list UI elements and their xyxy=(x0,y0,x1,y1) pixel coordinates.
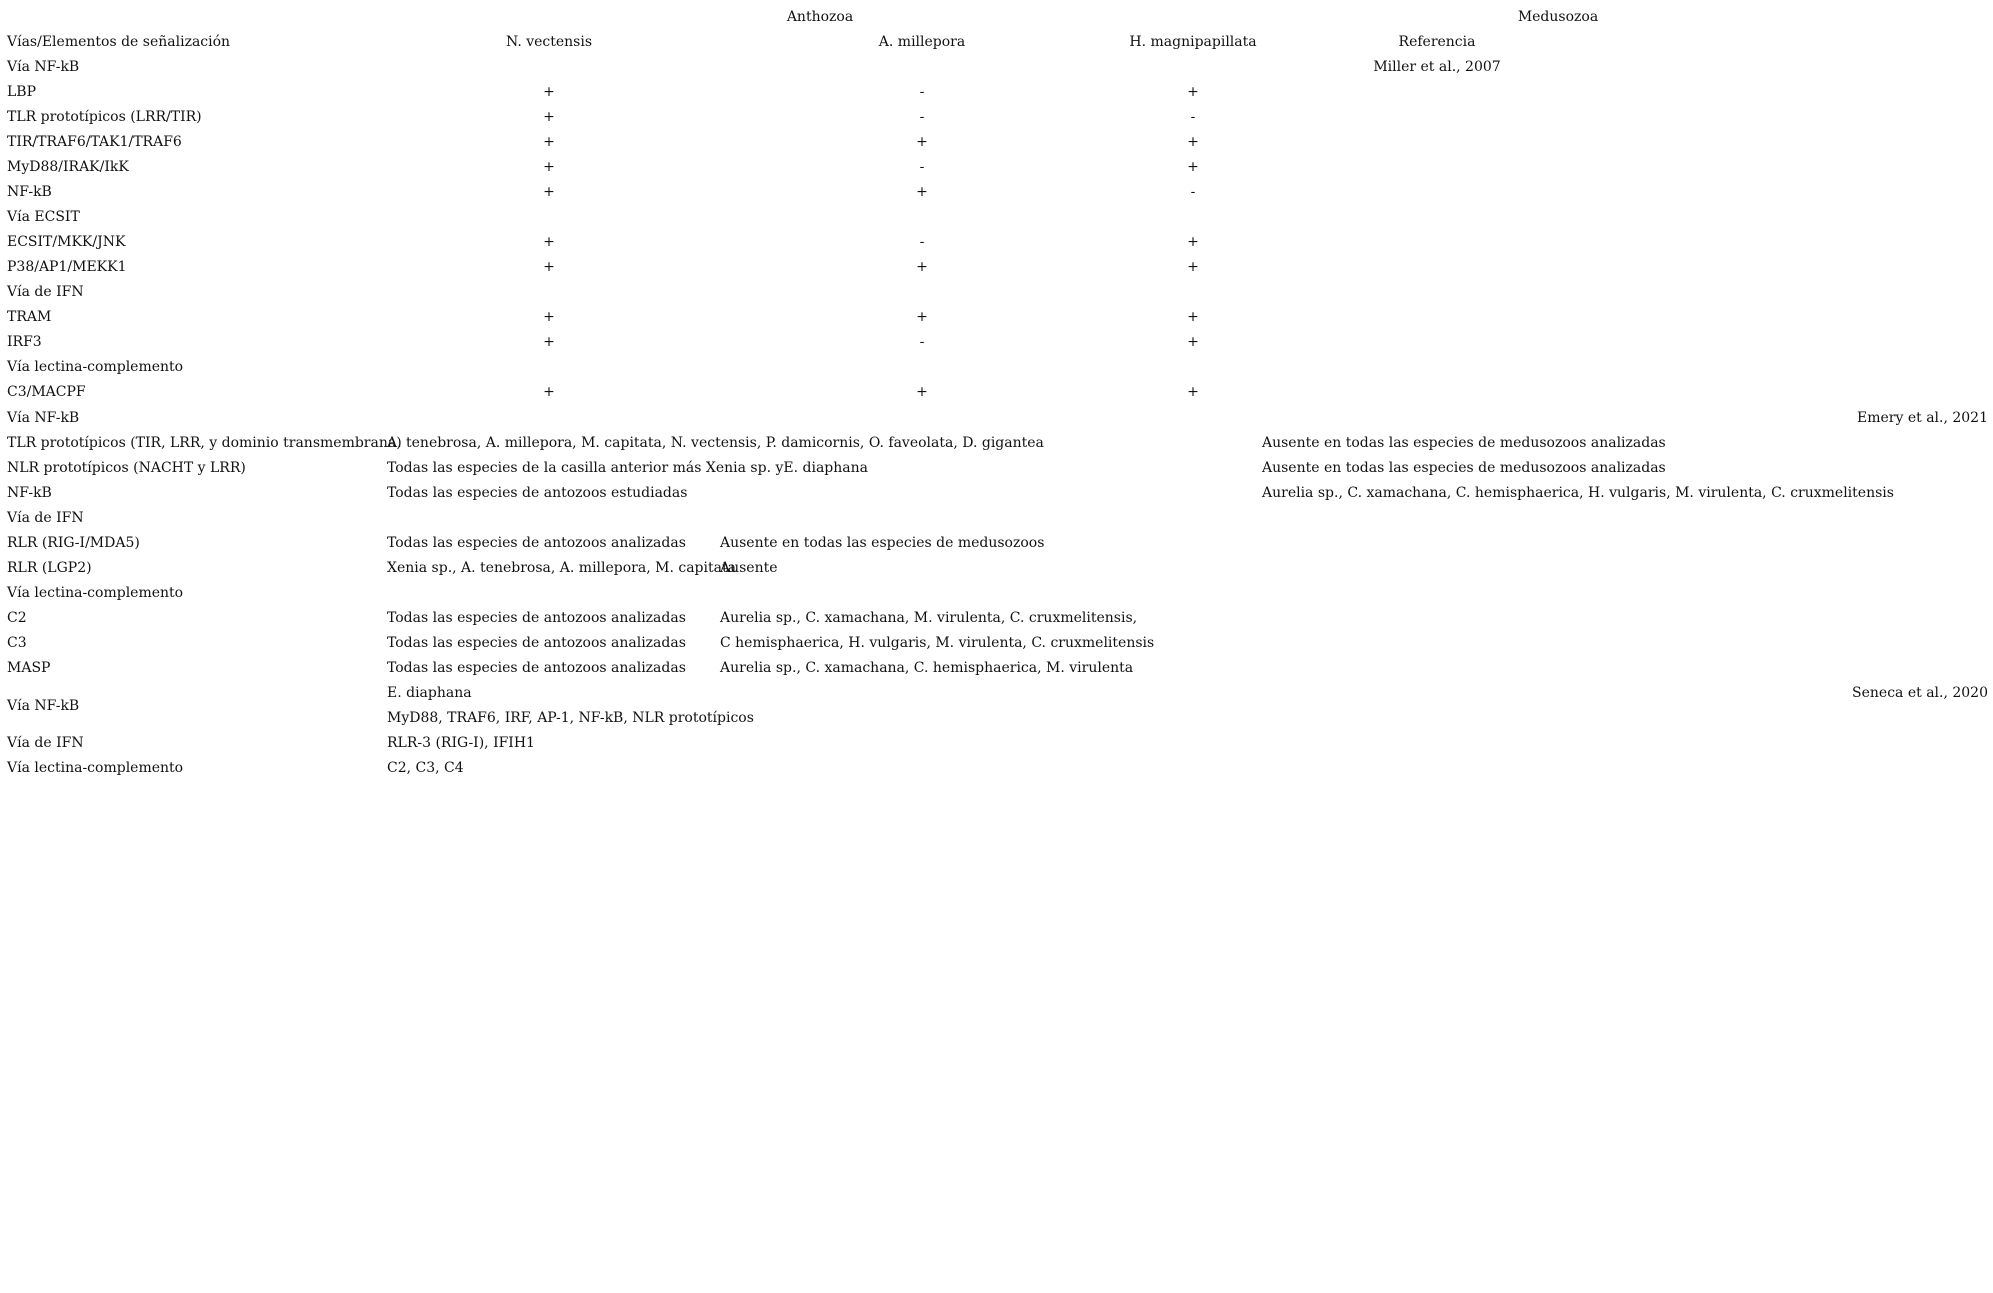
cell-medusozoa: Ausente en todas las especies de medusozoos analizadas xyxy=(1262,435,1666,451)
cell-h-magnipapillata: + xyxy=(1187,309,1199,325)
row-label: NF-kB xyxy=(7,485,52,501)
cell-anthozoa: Todas las especies de antozoos analizadas xyxy=(387,610,686,626)
cell-n-vectensis: + xyxy=(543,134,555,150)
cell-a-millepora: + xyxy=(916,384,928,400)
row-label: Vía de IFN xyxy=(7,735,84,751)
cell-a-millepora: + xyxy=(916,134,928,150)
cell-a-millepora: - xyxy=(919,109,925,125)
cell-elements: RLR-3 (RIG-I), IFIH1 xyxy=(387,735,535,751)
row-label: RLR (RIG-I/MDA5) xyxy=(7,535,140,551)
row-label: ECSIT/MKK/JNK xyxy=(7,234,126,250)
cell-a-millepora: + xyxy=(916,309,928,325)
row-label: LBP xyxy=(7,84,37,100)
cell-anthozoa: A. tenebrosa, A. millepora, M. capitata, N. vectensis, P. damicornis, O. faveolata, D. gigantea xyxy=(387,435,1044,451)
cell-medusozoa-detail: Ausente en todas las especies de medusozoos xyxy=(720,535,1045,551)
cell-n-vectensis: + xyxy=(543,384,555,400)
cell-n-vectensis: + xyxy=(543,109,555,125)
column-header-n-vectensis: N. vectensis xyxy=(505,34,593,50)
row-label: MyD88/IRAK/IkK xyxy=(7,159,129,175)
row-label: MASP xyxy=(7,660,51,676)
cell-anthozoa: Todas las especies de antozoos analizadas xyxy=(387,635,686,651)
column-header-pathways: Vías/Elementos de señalización xyxy=(7,34,231,50)
row-label: IRF3 xyxy=(7,334,42,350)
cell-a-millepora: - xyxy=(919,159,925,175)
cell-n-vectensis: + xyxy=(543,84,555,100)
row-label: TLR prototípicos (TIR, LRR, y dominio transmembrana) xyxy=(7,435,402,451)
row-label: Vía lectina-complemento xyxy=(7,760,184,776)
cell-anthozoa: Todas las especies de antozoos estudiadas xyxy=(387,485,688,501)
cell-medusozoa-detail: Aurelia sp., C. xamachana, C. hemisphaerica, M. virulenta xyxy=(720,660,1134,676)
row-label: TLR prototípicos (LRR/TIR) xyxy=(7,109,202,125)
reference-seneca: Seneca et al., 2020 xyxy=(1852,685,1988,701)
group-header-anthozoa: Anthozoa xyxy=(786,9,854,25)
row-label: C2 xyxy=(7,610,27,626)
column-header-a-millepora: A. millepora xyxy=(878,34,966,50)
row-label: Vía de IFN xyxy=(7,284,84,300)
cell-medusozoa: Aurelia sp., C. xamachana, C. hemisphaerica, H. vulgaris, M. virulenta, C. cruxmelitensis xyxy=(1262,485,1894,501)
cell-a-millepora: - xyxy=(919,234,925,250)
cell-h-magnipapillata: + xyxy=(1187,334,1199,350)
group-header-medusozoa: Medusozoa xyxy=(1517,9,1599,25)
cell-h-magnipapillata: + xyxy=(1187,384,1199,400)
cell-h-magnipapillata: + xyxy=(1187,159,1199,175)
row-label: Vía NF-kB xyxy=(7,410,80,426)
seneca-species: E. diaphana xyxy=(387,685,472,701)
cell-medusozoa-detail: Aurelia sp., C. xamachana, M. virulenta, C. cruxmelitensis, xyxy=(720,610,1138,626)
cell-a-millepora: + xyxy=(916,259,928,275)
cell-h-magnipapillata: - xyxy=(1190,109,1196,125)
cell-medusozoa: Ausente en todas las especies de medusozoos analizadas xyxy=(1262,460,1666,476)
column-header-h-magnipapillata: H. magnipapillata xyxy=(1129,34,1257,50)
row-label: TIR/TRAF6/TAK1/TRAF6 xyxy=(7,134,182,150)
cell-medusozoa-detail: Ausente xyxy=(720,560,778,576)
cell-a-millepora: - xyxy=(919,84,925,100)
row-label: Vía NF-kB xyxy=(7,59,80,75)
cell-a-millepora: - xyxy=(919,334,925,350)
cell-h-magnipapillata: + xyxy=(1187,134,1199,150)
cell-h-magnipapillata: + xyxy=(1187,84,1199,100)
cell-n-vectensis: + xyxy=(543,309,555,325)
reference-miller: Miller et al., 2007 xyxy=(1373,59,1501,75)
reference-emery: Emery et al., 2021 xyxy=(1857,410,1988,426)
row-label: Vía de IFN xyxy=(7,510,84,526)
cell-anthozoa: Xenia sp., A. tenebrosa, A. millepora, M. capitata xyxy=(387,560,736,576)
cell-h-magnipapillata: - xyxy=(1190,184,1196,200)
cell-anthozoa: Todas las especies de antozoos analizadas xyxy=(387,535,686,551)
row-label: C3 xyxy=(7,635,27,651)
cell-n-vectensis: + xyxy=(543,334,555,350)
cell-h-magnipapillata: + xyxy=(1187,259,1199,275)
row-label: Vía lectina-complemento xyxy=(7,359,184,375)
row-label: Vía NF-kB xyxy=(7,698,80,714)
row-label: Vía lectina-complemento xyxy=(7,585,184,601)
cell-n-vectensis: + xyxy=(543,234,555,250)
column-header-referencia: Referencia xyxy=(1398,34,1476,50)
cell-n-vectensis: + xyxy=(543,159,555,175)
cell-n-vectensis: + xyxy=(543,259,555,275)
cell-a-millepora: + xyxy=(916,184,928,200)
cell-n-vectensis: + xyxy=(543,184,555,200)
row-label: TRAM xyxy=(7,309,52,325)
cell-elements: C2, C3, C4 xyxy=(387,760,464,776)
row-label: RLR (LGP2) xyxy=(7,560,92,576)
cell-anthozoa: Todas las especies de antozoos analizadas xyxy=(387,660,686,676)
cell-anthozoa: Todas las especies de la casilla anterior más Xenia sp. yE. diaphana xyxy=(387,460,868,476)
row-label: C3/MACPF xyxy=(7,384,86,400)
row-label: NF-kB xyxy=(7,184,52,200)
row-label: Vía ECSIT xyxy=(7,209,80,225)
cell-h-magnipapillata: + xyxy=(1187,234,1199,250)
row-label: P38/AP1/MEKK1 xyxy=(7,259,127,275)
row-label: NLR prototípicos (NACHT y LRR) xyxy=(7,460,246,476)
cell-elements: MyD88, TRAF6, IRF, AP-1, NF-kB, NLR prototípicos xyxy=(387,710,754,726)
cell-medusozoa-detail: C hemisphaerica, H. vulgaris, M. virulenta, C. cruxmelitensis xyxy=(720,635,1155,651)
